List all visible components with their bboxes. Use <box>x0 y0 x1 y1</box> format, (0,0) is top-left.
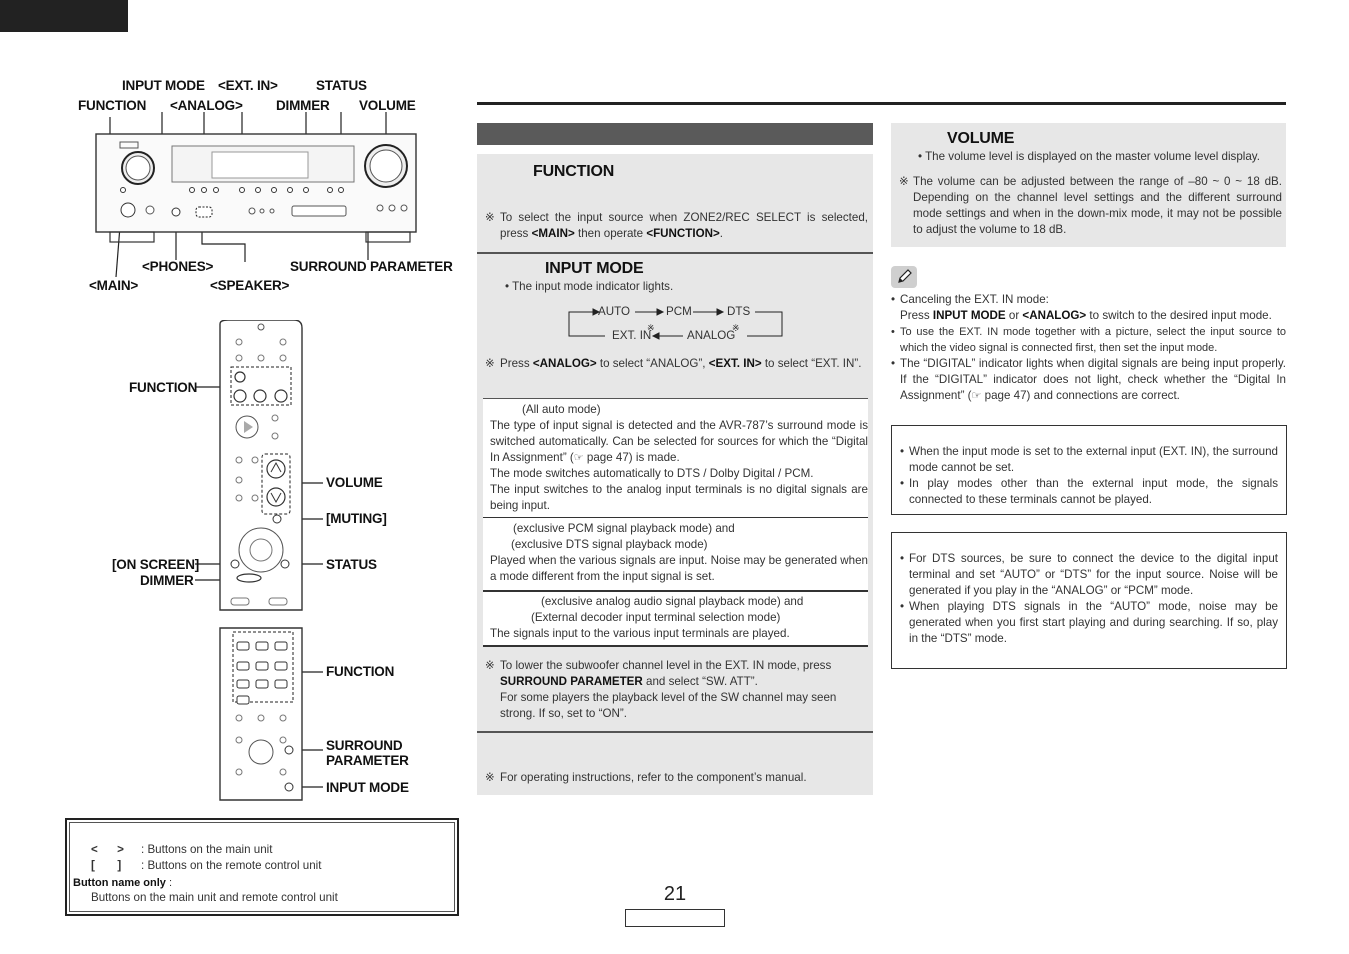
subwoofer-note: ※ To lower the subwoofer channel level in the EXT. IN mode, press SURROUND PARAMETER and select “SW. ATT”. For some players the playback level of the SW channel may seen strong. If so, set to “ON”. <box>485 659 837 720</box>
volume-title: VOLUME <box>947 130 1015 147</box>
flow-ext-in: EXT. IN <box>612 329 652 342</box>
analog-extin-box: (exclusive analog audio signal playback mode) and (External decoder input terminal selection mode) The signals input to the various input terminals are played. <box>483 592 868 647</box>
legend-square-symbol: [ ] <box>91 859 122 872</box>
remote-label-dimmer: DIMMER <box>140 573 194 588</box>
page-number: 21 <box>663 883 687 905</box>
label-phones: <PHONES> <box>142 259 214 274</box>
reference-icon: ☞ <box>573 452 584 464</box>
flow-pcm: PCM <box>666 305 692 318</box>
page-number-box <box>625 909 725 927</box>
remote-label-function: FUNCTION <box>129 380 198 395</box>
volume-bullet: • The volume level is displayed on the master volume level display. <box>918 150 1260 163</box>
remote-label-parameter: PARAMETER <box>326 753 409 768</box>
remote-label-on-screen: [ON SCREEN] <box>112 557 200 572</box>
legend-name-only-desc: Buttons on the main unit and remote control unit <box>91 891 338 904</box>
flow-auto: AUTO <box>598 305 630 318</box>
legend-square-desc: : Buttons on the remote control unit <box>141 859 322 872</box>
label-main: <MAIN> <box>89 278 139 293</box>
ext-in-info-box: • When the input mode is set to the external input (EXT. IN), the surround mode cannot be set. • In play modes other than the external input mode, the signals connected to these terminals cannot be played. <box>891 425 1287 515</box>
label-status: STATUS <box>316 78 367 93</box>
header-rule <box>477 102 1286 105</box>
notes-list: • Canceling the EXT. IN mode: Press INPUT MODE or <ANALOG> to switch to the desired input mode. • To use the EXT. IN mode together with a picture, select the input source to which the video signal is connected first, then set the input mode. • The “DIGITAL” indicator lights when digital signals are being input properly. If the “DIGITAL” indicator does not light, check whether the “Digital In Assignment” (☞ page 47) and connections are correct. <box>891 293 1286 402</box>
auto-mode-box: (All auto mode) The type of input signal is detected and the AVR-787’s surround mode is switched automatically. Can be selected for sources for which the “Digital In Assignment” (☞ page 47) is made. The mode switches automatically to DTS / Dolby Digital / PCM. The input switches to the analog input terminals is no digital signals are being input. <box>483 398 868 519</box>
input-mode-bullet: • The input mode indicator lights. <box>505 280 674 293</box>
input-mode-note: ※ Press <ANALOG> to select “ANALOG”, <EXT. IN> to select “EXT. IN”. <box>485 357 862 370</box>
label-speaker: <SPEAKER> <box>210 278 290 293</box>
corner-tab <box>0 0 128 32</box>
pencil-note-icon <box>891 266 917 288</box>
label-function: FUNCTION <box>78 98 147 113</box>
flow-analog: ANALOG <box>687 329 736 342</box>
label-input-mode: INPUT MODE <box>122 78 205 93</box>
label-dimmer: DIMMER <box>276 98 330 113</box>
remote-label-function-2: FUNCTION <box>326 664 395 679</box>
legend-angle-desc: : Buttons on the main unit <box>141 843 273 856</box>
function-note: ※ To select the input source when ZONE2/REC SELECT is selected, press <MAIN> then operate <FUNCTION>. <box>485 211 868 240</box>
legend-name-only: Button name only <box>73 877 166 889</box>
remote-label-input-mode: INPUT MODE <box>326 780 409 795</box>
flow-ext-in-mark: ※ <box>647 323 655 333</box>
function-title: FUNCTION <box>533 163 615 180</box>
legend-angle-symbol: < > <box>91 843 124 856</box>
flow-dts: DTS <box>727 305 751 318</box>
pcm-dts-box: (exclusive PCM signal playback mode) and (exclusive DTS signal playback mode) Played when the various signals are input. Noise may be generated when a mode different from the input signal is set. <box>483 518 868 592</box>
input-mode-title: INPUT MODE <box>545 260 644 277</box>
label-analog: <ANALOG> <box>170 98 243 113</box>
remote-label-surround: SURROUND <box>326 738 403 753</box>
remote-control-illustration <box>195 320 335 805</box>
flow-analog-mark: ※ <box>732 323 740 333</box>
divider-2 <box>477 731 873 733</box>
dts-info-box: • For DTS sources, be sure to connect the device to the digital input terminal and set “AUTO” or “DTS” for the input source. Noise will be generated if you play in the “ANALOG” or “PCM” mode. • When playing DTS signals in the “AUTO” mode, noise may be generated when you first start playing and during searching. If so, play in the “DTS” mode. <box>891 532 1287 669</box>
section-header-bar <box>477 123 873 145</box>
label-ext-in: <EXT. IN> <box>218 78 278 93</box>
volume-note: ※ The volume can be adjusted between the range of –80 ~ 0 ~ 18 dB. Depending on the channel level settings and the different surround mode settings and when in the down-mix mode, it may not be possible to adjust the volume to 18 dB. <box>899 175 1282 236</box>
label-surround-parameter: SURROUND PARAMETER <box>290 259 453 274</box>
remote-label-status: STATUS <box>326 557 377 572</box>
label-volume: VOLUME <box>359 98 416 113</box>
legend-name-only-colon: : <box>165 877 173 889</box>
component-note: ※ For operating instructions, refer to the component’s manual. <box>485 771 807 784</box>
divider-1 <box>477 252 873 254</box>
legend-box <box>65 818 459 916</box>
remote-label-muting: [MUTING] <box>326 511 387 526</box>
remote-label-volume: VOLUME <box>326 475 383 490</box>
